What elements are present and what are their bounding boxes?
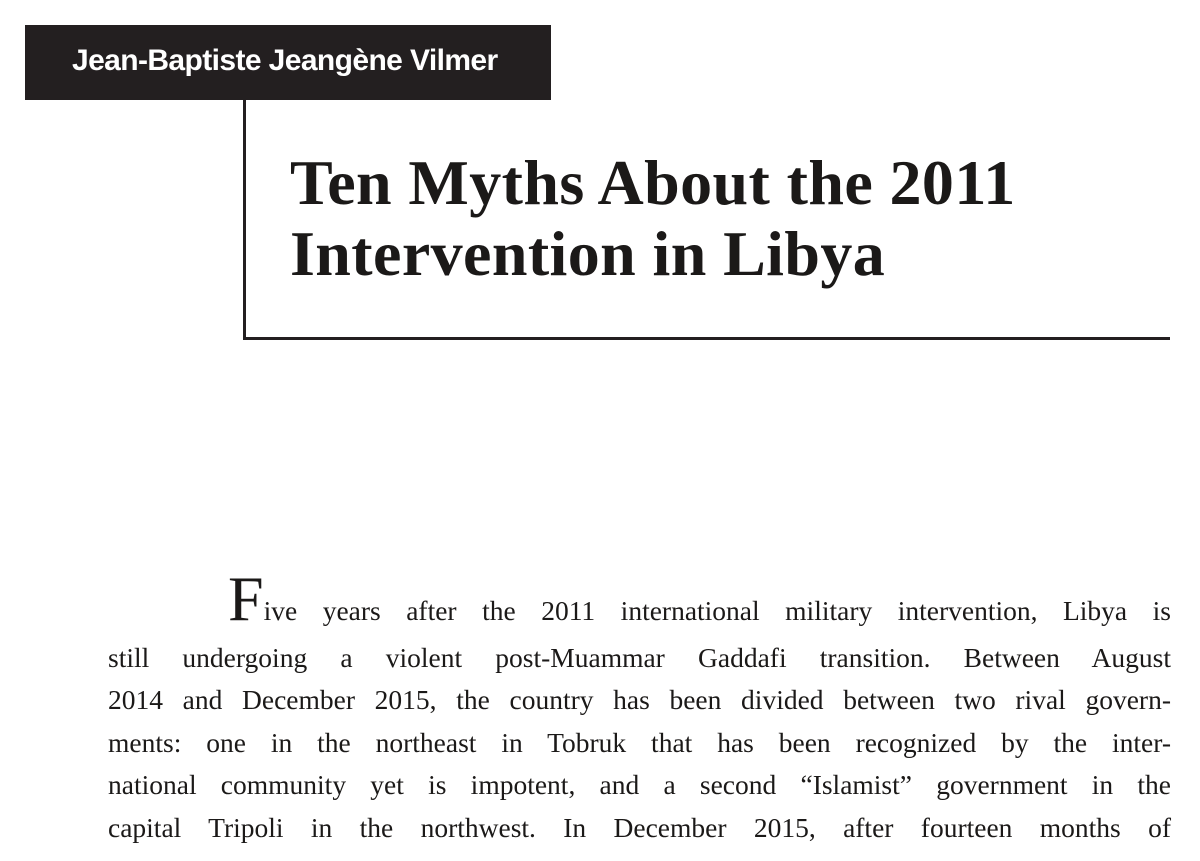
body-line-1 bbox=[108, 563, 1171, 637]
body-line-4: ments: one in the northeast in Tobruk that has been recognized by the inter- bbox=[108, 726, 1171, 758]
article-body bbox=[108, 563, 1171, 849]
body-line-2: still undergoing a violent post-Muammar Gaddafi transition. Between August bbox=[108, 642, 1171, 673]
body-line-6: capital Tripoli in the northwest. In December 2015, after fourteen months of bbox=[108, 811, 1171, 843]
body-line-1-text: ive years after the 2011 international military intervention, Libya is bbox=[263, 595, 1171, 626]
title-frame bbox=[243, 100, 1170, 340]
author-banner bbox=[25, 25, 551, 100]
author-name: Jean-Baptiste Jeangène Vilmer bbox=[72, 44, 498, 77]
article-title bbox=[290, 147, 1016, 289]
article-title-line-2: Intervention in Libya bbox=[290, 218, 886, 289]
drop-cap: F bbox=[228, 563, 264, 634]
body-line-3: 2014 and December 2015, the country has been divided between two rival govern- bbox=[108, 684, 1171, 716]
body-line-5: national community yet is impotent, and a second “Islamist” government in the bbox=[108, 769, 1171, 801]
article-title-line-1: Ten Myths About the 2011 bbox=[290, 147, 1016, 218]
